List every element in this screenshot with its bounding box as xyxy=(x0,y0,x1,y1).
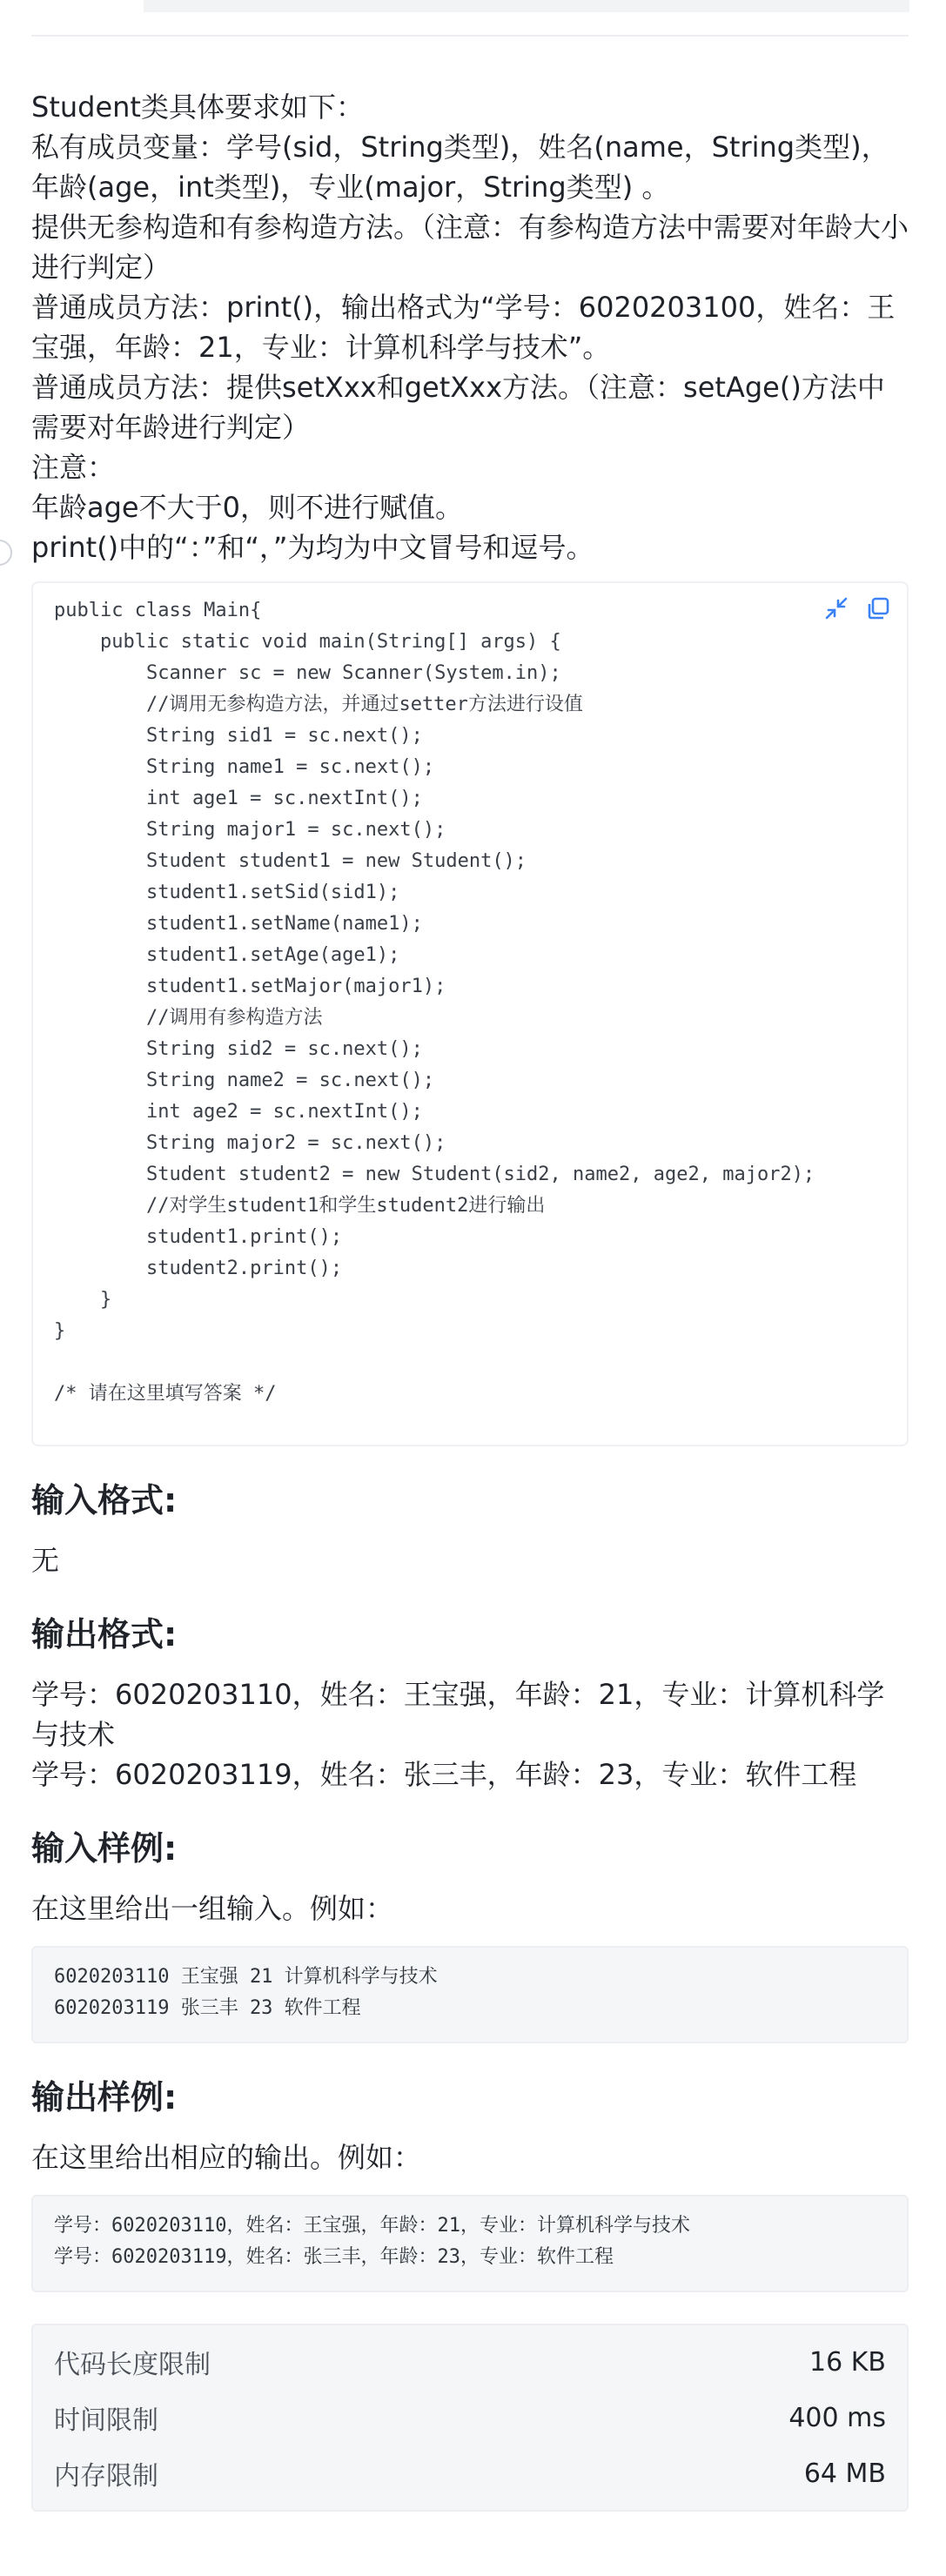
output-sample-intro: 在这里给出相应的输出。例如： xyxy=(31,2141,422,2174)
input-sample-block xyxy=(31,1946,909,2043)
desc-line: 注意： xyxy=(31,451,116,484)
input-sample-text[interactable]: 6020203110 王宝强 21 计算机科学与技术 6020203119 张三丰 23 软件工程 xyxy=(54,1966,438,2019)
input-format-text: 无 xyxy=(31,1544,60,1577)
output-sample-text[interactable]: 学号：6020203110，姓名：王宝强，年龄：21，专业：计算机科学与技术 学号：6020203119，姓名：张三丰，年龄：23，专业：软件工程 xyxy=(54,2215,690,2268)
desc-line: 普通成员方法：print()，输出格式为“学号：6020203100，姓名：王宝强，年龄：21，专业：计算机科学与技术”。 xyxy=(31,291,896,364)
desc-line: Student类具体要求如下： xyxy=(31,91,364,124)
output-format-line: 学号：6020203110，姓名：王宝强，年龄：21，专业：计算机科学与技术 xyxy=(31,1678,885,1751)
collapse-icon[interactable] xyxy=(823,595,849,621)
code-text[interactable]: public class Main{ public static void main(String[] args) { Scanner sc = new Scanner(System.in); //调用无参构造方法，并通过setter方法进行设值 String sid1 = sc.next(); String name1 = sc.next(); int age1 = sc.nextInt(); String major1 = sc.next(); Student student1 = new Student(); student1.setSid(sid1); student1.setName(name1); student1.setAge(age1); student1.setMajor(major1); //调用有参构造方法 String sid2 = sc.next(); String name2 = sc.next(); int age2 = sc.nextInt(); String major2 = sc.next(); Student student2 = new Student(sid2, name2, age2, major2); //对学生student1和学生student2进行输出 student1.print(); student2.print(); } } /* 请在这里填写答案 */ xyxy=(54,600,815,1405)
limit-value: 400 ms xyxy=(788,2402,886,2433)
desc-line: print()中的“：”和“，”为均为中文冒号和逗号。 xyxy=(31,531,594,564)
top-divider xyxy=(31,35,909,37)
top-bar-remnant xyxy=(144,0,909,12)
desc-line: 私有成员变量：学号(sid，String类型)，姓名(name，String类型)，年龄(age，int类型)，专业(major，String类型) 。 xyxy=(31,131,889,204)
output-sample-title: 输出样例: xyxy=(31,2078,178,2116)
copy-icon[interactable] xyxy=(865,595,891,621)
output-sample-block xyxy=(31,2195,909,2292)
desc-line: 提供无参构造和有参构造方法。（注意：有参构造方法中需要对年龄大小进行判定） xyxy=(31,211,909,284)
problem-description xyxy=(31,87,909,567)
limit-label: 时间限制 xyxy=(54,2405,158,2436)
limit-row-time xyxy=(54,2390,886,2445)
limit-row-memory xyxy=(54,2445,886,2501)
input-format-title: 输入格式: xyxy=(31,1481,178,1519)
limit-label: 内存限制 xyxy=(54,2461,158,2492)
limit-value: 64 MB xyxy=(803,2458,886,2489)
input-sample-intro: 在这里给出一组输入。例如： xyxy=(31,1892,394,1925)
top-strip xyxy=(0,0,946,38)
code-block xyxy=(31,581,909,1446)
problem-content xyxy=(31,87,909,2512)
desc-line: 普通成员方法：提供setXxx和getXxx方法。（注意：setAge()方法中需要对年龄进行判定） xyxy=(31,371,885,444)
limit-label: 代码长度限制 xyxy=(54,2350,211,2380)
desc-line: 年龄age不大于0，则不进行赋值。 xyxy=(31,491,463,524)
output-format-line: 学号：6020203119，姓名：张三丰，年龄：23，专业：软件工程 xyxy=(31,1758,857,1791)
input-sample-title: 输入样例: xyxy=(31,1829,178,1868)
limit-value: 16 KB xyxy=(809,2346,886,2378)
limits-panel xyxy=(31,2324,909,2512)
code-tools xyxy=(823,595,891,621)
output-format-title: 输出格式: xyxy=(31,1615,178,1654)
limit-row-code-length xyxy=(54,2334,886,2390)
side-handle[interactable] xyxy=(0,540,12,566)
